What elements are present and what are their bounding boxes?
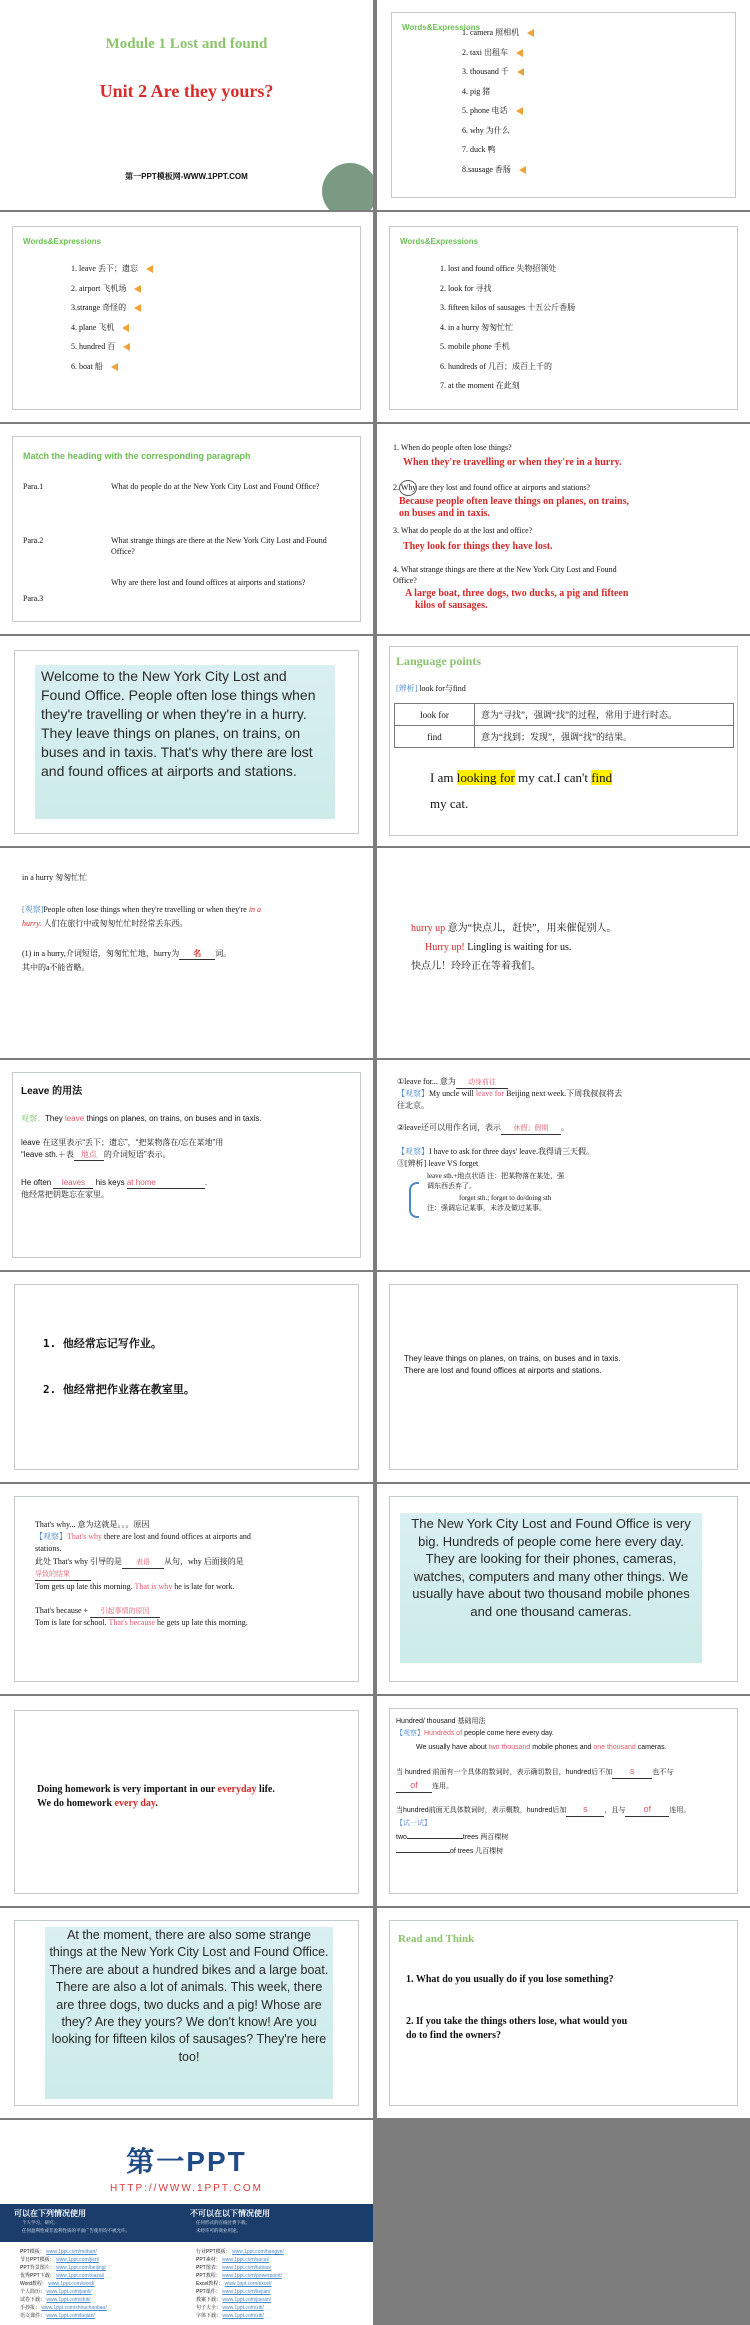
slide-words-2[interactable] (0, 212, 373, 422)
answer: A large boat, three dogs, two ducks, a pig and fifteen (405, 588, 629, 599)
resource-link[interactable]: PPT图表： www.1ppt.com/tubiao/ (196, 2265, 272, 2271)
speaker-icon[interactable] (527, 29, 534, 37)
question: 1. When do people often lose things? (393, 443, 512, 452)
slide-questions[interactable] (377, 424, 750, 634)
section-title: Words&Expressions (400, 237, 479, 246)
resource-link[interactable]: 节日PPT模板： www.1ppt.com/jieri/ (20, 2257, 100, 2263)
slide-leave-more[interactable] (377, 1060, 750, 1270)
point-heading: in a hurry 匆匆忙忙 (22, 873, 88, 882)
speaker-icon[interactable] (146, 265, 153, 273)
point-line: two trees 两百棵树 (396, 1834, 509, 1841)
slide-passage-2[interactable] (377, 1484, 750, 1694)
resource-link[interactable]: 试卷下载： www.1ppt.com/shiti/ (20, 2297, 91, 2303)
word-item: 7. duck 鸭 (462, 145, 496, 154)
point-line: Tom gets up late this morning. That is why he is late for work. (35, 1582, 235, 1591)
word-list (462, 23, 534, 179)
resource-link[interactable]: PPT背景图片： www.1ppt.com/beijing/ (20, 2265, 106, 2271)
passage-text: Welcome to the New York City Lost and Found Office. People often lose things when they're travelling or when they're in a hurry. They leave things on planes, on trains, on buses and in taxis. That's why there are lost and found offices at airports and stations. (35, 665, 335, 819)
brace-icon (409, 1182, 419, 1218)
expression-item: 4. in a hurry 匆匆忙忙 (440, 322, 514, 332)
example-sentence: I am looking for my cat.I can't find (430, 770, 613, 785)
word-item: 6. boat 船 (71, 357, 153, 377)
point-line: Tom is late for school. That's because he gets up late this morning. (35, 1618, 248, 1627)
note: leave 在这里表示“丢下；遗忘”，“把某物落在/忘在某地”用 (21, 1138, 224, 1147)
slide-thats-why[interactable] (0, 1484, 373, 1694)
word-item: 3. thousand 千 (462, 62, 534, 82)
point-line: ②leave还可以用作名词，表示 休假；假期 。 (397, 1122, 569, 1135)
slide-everyday[interactable] (0, 1696, 373, 1906)
module-title: Module 1 Lost and found (105, 36, 268, 52)
expression-list (440, 259, 575, 396)
expression-item: 2. look for 寻找 (440, 283, 492, 293)
point-line: 快点儿！玲玲正在等着我们。 (411, 961, 541, 972)
resource-link[interactable]: 手抄报： www.1ppt.com/shouchaobao/ (20, 2305, 107, 2311)
expression-item: 5. mobile phone 手机 (440, 342, 510, 351)
compare-table (394, 703, 734, 748)
note: “leave sth.＋表 地点 的介词短语”表示。 (21, 1150, 171, 1159)
point-line: We usually have about two thousand mobile phones and one thousand cameras. (416, 1744, 667, 1751)
compare-line: leave sth.+地点状语 注：把某物落在某处，强 (427, 1172, 565, 1180)
para-label: Para.1 (23, 482, 44, 491)
speaker-icon[interactable] (134, 285, 141, 293)
answer-line: They leave things on planes, on trains, on buses and in taxis. (404, 1354, 621, 1363)
slide-title[interactable] (0, 0, 373, 210)
expression-item: 7. at the moment 在此刻 (440, 381, 520, 390)
word-item: 2. airport 飞机场 (71, 279, 153, 299)
slide-leave[interactable] (0, 1060, 373, 1270)
speaker-icon[interactable] (134, 304, 141, 312)
slide-expressions[interactable] (377, 212, 750, 422)
circle-mark (399, 480, 417, 496)
slide-translation[interactable] (0, 1272, 373, 1482)
answer-line: There are lost and found offices at airports and stations. (404, 1366, 602, 1375)
resource-link[interactable]: Excel教程： www.1ppt.com/excel/ (196, 2281, 272, 2287)
expression-item: 6. hundreds of 几百；成百上千的 (440, 361, 552, 371)
section-title: Language points (396, 654, 482, 668)
ad-banner (0, 2204, 373, 2242)
speaker-icon[interactable] (519, 166, 526, 174)
para-label: Para.3 (23, 594, 44, 603)
word-item: 4. pig 猪 (462, 86, 491, 96)
usage-note: 任何形式的在线付费下载； (196, 2220, 250, 2225)
expression-item: 3. fifteen kilos of sausages 十五公斤香肠 (440, 303, 576, 312)
answer: They look for things they have lost. (403, 541, 553, 552)
heading-option[interactable]: What do people do at the New York City Lost and Found Office? (111, 482, 320, 491)
exercise-line: 1. 他经常忘记写作业。 (43, 1337, 162, 1350)
resource-link[interactable]: 优秀PPT下载： www.1ppt.com/xiazai/ (20, 2273, 105, 2279)
speaker-icon[interactable] (516, 107, 523, 115)
answer: kilos of sausages. (415, 600, 488, 611)
word-item: 6. why 为什么 (462, 125, 510, 135)
slide-read-think[interactable] (377, 1908, 750, 2118)
compare-line: 调东西丢弃了。 (427, 1182, 476, 1190)
question: Office? (393, 576, 417, 585)
question: do to find the owners? (406, 2030, 502, 2041)
example-sentence: Doing homework is very important in our everyday life. (37, 1784, 275, 1795)
point-line: 【观察】My uncle will leave for Beijing next week.下周我叔叔将去 (397, 1089, 623, 1098)
footer-site: 第一PPT模板网-WWW.1PPT.COM (125, 172, 248, 181)
heading-option[interactable]: Why are there lost and found offices at airports and stations? (111, 578, 306, 587)
speaker-icon[interactable] (516, 49, 523, 57)
word-item: 2. taxi 出租车 (462, 43, 534, 63)
point-line: 【试一试】 (396, 1820, 431, 1827)
link-list-left (20, 2248, 107, 2320)
word-item: 1. camera 照相机 (462, 23, 534, 43)
compare-line: forget sth.; forget to do/doing sth (459, 1194, 552, 1202)
resource-link[interactable]: 语文课件： www.1ppt.com/kejian/ (20, 2313, 95, 2319)
resource-link[interactable]: 句子大全： www.1ppt.com/ziti/ (196, 2305, 264, 2311)
resource-link[interactable]: PPT素材： www.1ppt.com/sucai/ (196, 2257, 270, 2263)
example: [观察]People often lose things when they're travelling or when they're in a (22, 905, 262, 914)
para-label: Para.2 (23, 536, 44, 545)
example: He often leaves his keys at home . (21, 1178, 208, 1187)
slide-words-1[interactable] (377, 0, 750, 210)
answer: on buses and in taxis. (399, 508, 490, 519)
speaker-icon[interactable] (517, 68, 524, 76)
decor-circle (322, 163, 373, 210)
passage-text: At the moment, there are also some strange things at the New York City Lost and Found Office. There are about a hundred bikes and a large boat. There are also a lot of animals. This week, there are three dogs, two ducks and a pig! Whose are they? Are they yours? We don't know! Are you looking for fifteen kilos of sausages? They're here too! (45, 1927, 333, 2099)
slide-hurry-up[interactable] (377, 848, 750, 1058)
point-heading: Hundred/ thousand 基础用法 (396, 1718, 486, 1725)
point-line: 导致的结果 (35, 1568, 91, 1581)
point-line: stations. (35, 1544, 62, 1553)
example: 观察：They leave things on planes, on trains, on buses and in taxis. (21, 1114, 262, 1123)
slide-hundred[interactable] (377, 1696, 750, 1906)
point-line: 当 hundred 前面有一个具体的数词时，表示确切数目，hundred后不加 s 也不与 (396, 1765, 673, 1779)
point-line: ①leave for... 意为 动身前往 (397, 1076, 508, 1089)
resource-link[interactable]: 字体下载： www.1ppt.com/ziti/ (196, 2313, 264, 2319)
usage-heading: 不可以在以下情况使用 (190, 2209, 270, 2218)
slide-in-a-hurry[interactable] (0, 848, 373, 1058)
question: 2. If you take the things others lose, what would you (406, 2016, 628, 2027)
example: 他经常把钥匙忘在家里。 (21, 1190, 109, 1199)
answer: Because people often leave things on planes, on trains, (399, 496, 630, 507)
table-row: find 意为“找到；发现”，强调“找”的结果。 (395, 726, 734, 748)
word-item: 1. leave 丢下；遗忘 (71, 259, 153, 279)
resource-link[interactable]: 行业PPT模板： www.1ppt.com/hangye/ (196, 2249, 284, 2255)
point-line: That's because + 引起事情的原因 (35, 1605, 160, 1618)
point-line: of trees 几百棵树 (396, 1845, 503, 1858)
unit-title: Unit 2 Are they yours? (99, 81, 274, 101)
resource-link[interactable]: PPT教程： www.1ppt.com/powerpoint/ (196, 2273, 282, 2279)
question: 4. What strange things are there at the New York City Lost and Found (393, 565, 617, 574)
compare-label: [辨析] look for与find (396, 684, 466, 693)
point-line: 往北京。 (397, 1101, 429, 1110)
point-line: 当hundred前面无具体数词时，表示概数，hundred后加 s ，且与 of 连用。 (396, 1803, 690, 1817)
note: (1) in a hurry,介词短语，匆匆忙忙地，hurry为 名 词。 (22, 949, 232, 958)
word-item: 5. hundred 百 (71, 337, 153, 357)
example-sentence: We do homework every day. (37, 1798, 158, 1809)
point-line: of 连用。 (396, 1779, 453, 1793)
word-list (71, 259, 153, 376)
section-title: Words&Expressions (402, 23, 481, 32)
section-title: Words&Expressions (23, 237, 102, 246)
brand-logo: 第一PPT (126, 2146, 247, 2177)
word-item: 5. phone 电话 (462, 101, 534, 121)
usage-note: 个人学习、研究； (22, 2220, 58, 2225)
resource-link[interactable]: 教案下载： www.1ppt.com/jiaoan/ (196, 2297, 272, 2303)
point-line: 【观察】Hundreds of people come here every day. (396, 1730, 554, 1737)
heading-option[interactable]: What strange things are there at the New York City Lost and Found Office? (111, 536, 327, 556)
point-line: That's why... 意为这就是。。。原因 (35, 1520, 150, 1529)
slide-answers[interactable] (377, 1272, 750, 1482)
point-line: hurry up 意为“快点儿，赶快”，用来催促别人。 (411, 923, 617, 934)
answer: When they're travelling or when they're in a hurry. (403, 457, 622, 468)
section-title: Read and Think (398, 1933, 475, 1945)
question: 2. Why are they lost and found office at airports and stations? (393, 483, 590, 492)
usage-heading: 可以在下列情况使用 (14, 2209, 86, 2218)
point-line: Hurry up! Lingling is waiting for us. (425, 942, 572, 953)
resource-link[interactable]: Word教程： www.1ppt.com/word/ (20, 2281, 95, 2287)
slide-language-points[interactable] (377, 636, 750, 846)
section-title: Match the heading with the corresponding paragraph (23, 451, 251, 461)
table-row: look for 意为“寻找”，强调“找”的过程，常用于进行时态。 (395, 704, 734, 726)
exercise-line: 2. 他经常把作业落在教室里。 (43, 1383, 195, 1396)
resource-link[interactable]: PPT课件： www.1ppt.com/kejian/ (196, 2289, 271, 2295)
brand-url[interactable]: HTTP://WWW.1PPT.COM (110, 2183, 263, 2194)
passage-text: The New York City Lost and Found Office is very big. Hundreds of people come here every day. They are looking for their phones, cameras, watches, computers and many other things. We usually have about two thousand mobile phones and one thousand cameras. (400, 1513, 702, 1663)
speaker-icon[interactable] (123, 343, 130, 351)
resource-link[interactable]: 个人简历： www.1ppt.com/jianli/ (20, 2289, 92, 2295)
word-item: 3.strange 奇怪的 (71, 298, 153, 318)
speaker-icon[interactable] (122, 324, 129, 332)
note: 其中的a不能省略。 (22, 963, 90, 972)
word-item: 8.sausage 香肠 (462, 160, 534, 180)
word-item: 4. plane 飞机 (71, 318, 153, 338)
example: hurry. 人们在旅行中或匆匆忙忙时经常丢东西。 (22, 919, 188, 928)
link-list-right (196, 2248, 284, 2320)
slide-passage-1[interactable] (0, 636, 373, 846)
point-line: 【观察】I have to ask for three days' leave.我得请三天假。 (397, 1147, 594, 1156)
slide-match[interactable] (0, 424, 373, 634)
usage-note: 任何盈利性或非盈利性质的平面广告使用均不被允许。 (22, 2228, 130, 2233)
question: 1. What do you usually do if you lose something? (406, 1974, 614, 1985)
section-title: Leave 的用法 (21, 1086, 83, 1097)
compare-line: 注：强调忘记某事，未涉及做过某事。 (427, 1204, 546, 1212)
slide-passage-3[interactable] (0, 1908, 373, 2118)
usage-note: 未经许可的商业用途。 (196, 2228, 241, 2233)
point-line: 此处 That's why 引导的是 表语 从句，why 后面接的是 (35, 1556, 244, 1569)
point-line: 【观察】That's why there are lost and found offices at airports and (35, 1532, 251, 1541)
slide-ad[interactable] (0, 2120, 373, 2325)
resource-link[interactable]: PPT模板： www.1ppt.com/moban/ (20, 2249, 97, 2255)
point-line: ③[辨析] leave VS forget (397, 1159, 479, 1168)
speaker-icon[interactable] (111, 363, 118, 371)
expression-item: 1. lost and found office 失物招领处 (440, 264, 557, 273)
example-sentence: my cat. (430, 796, 469, 811)
question: 3. What do people do at the lost and office? (393, 526, 533, 535)
